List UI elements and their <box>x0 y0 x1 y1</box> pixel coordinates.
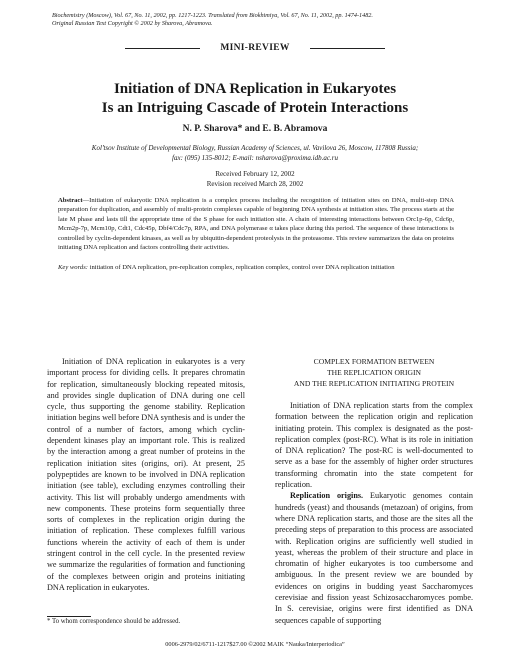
left-column <box>47 356 245 593</box>
keywords <box>58 263 454 272</box>
body-paragraph-1: Initiation of DNA replication starts from the complex formation between the replication origin and replication initiating protein. This complex is designated as the post-replication complex (post-RC). What is its role in initiation of DNA replication? The post-RC is well-documented to serve as a base for the assembly of higher order structures transforming chromatin into the state competent for replication. <box>275 401 473 490</box>
title-line-2: Is an Intriguing Cascade of Protein Interactions <box>101 100 409 116</box>
abstract-label: Abstract <box>58 197 83 204</box>
right-column <box>275 356 473 626</box>
section-rule-right <box>310 48 385 49</box>
dates <box>0 170 510 189</box>
paper-title <box>40 80 470 118</box>
section-heading-line-2: THE REPLICATION ORIGIN <box>326 368 422 377</box>
footnote: * To whom correspondence should be addressed. <box>47 618 181 625</box>
subsection-label: Replication origins. <box>290 491 364 501</box>
affiliation-line-2: fax: (095) 135-8012; E-mail: nsharova@proxima.idb.ac.ru <box>172 153 338 162</box>
footnote-rule <box>47 616 91 617</box>
section-heading-line-1: COMPLEX FORMATION BETWEEN <box>313 357 435 366</box>
title-line-1: Initiation of DNA Replication in Eukaryotes <box>113 81 397 97</box>
intro-paragraph: Initiation of DNA replication in eukaryotes is a very important process for dividing cells. It prepares chromatin for replication, simultaneously blocking repeated mitosis, and provides single duplication of DNA during one cell cycle, thus supporting the genome stability. Replication initiation begins well before DNA synthesis and is under the control of a number of factors, among which cyclin-dependent kinases play an important role. This is realized by the interaction among a great number of proteins in the replication initiation sites (origins, ori). At present, 25 polypeptides are known to be involved in DNA replication initiation (see table), excluding enzymes controlling their activity. This list will probably undergo amendments with new components. These proteins form sequentially three sorts of complexes in the replication origin during the initiation of replication. These complexes fulfill various functions wherein the activity of each of them is under stringent control in the cell cycle. In the presented review we summarize the regularities of formation and functioning of the complexes between origin and proteins initiating DNA replication in eukaryotes. <box>47 357 245 592</box>
keywords-text: initiation of DNA replication, pre-replication complex, replication complex, control over DNA replication initiation <box>87 264 395 271</box>
received-date: Received February 12, 2002 <box>215 170 295 178</box>
authors: N. P. Sharova* and E. B. Abramova <box>182 124 328 134</box>
journal-header <box>52 12 373 28</box>
revised-date: Revision received March 28, 2002 <box>206 179 304 188</box>
body-paragraph-2-text: Eukaryotic genomes contain hundreds (yeast) and thousands (metazoan) of origins, from where DNA replication starts, and those are the sites all the preceding steps of preparation to this process are associated with. Replication origins are sufficiently well studied in yeast, whereas the problem of their structure and place in chromatin of higher eukaryotes is too cumbersome and ambiguous. In the present review we are bounded by evidences on origins in budding yeast Saccharomyces cerevisiae and fission yeast Schizosaccharomyces pombe. In S. cerevisiae, origins were first identified as DNA sequences capable of supporting <box>275 491 473 625</box>
section-label: MINI-REVIEW <box>220 43 290 53</box>
affiliation-line-1: Kol’tsov Institute of Developmental Biology, Russian Academy of Sciences, ul. Vavilova 26, Moscow, 117808 Russia; <box>91 144 419 152</box>
section-heading-line-3: AND THE REPLICATION INITIATING PROTEIN <box>293 379 455 388</box>
abstract-text: —Initiation of eukaryotic DNA replication is a complex process including the recognition of initiation sites on DNA, multi-step DNA preparation for duplication, and assembly of multi-protein complexes capable of beginning DNA synthesis at initiation sites. The process starts at the late M phase and lasts till the appropriate time of the S phase for each initiation site. A chain of interesting interactions between Orc1p-6p, Cdc6p, Mcm2p-7p, Mcm10p, Cdt1, Cdc45p, Dbf4/Cdc7p, RPA, and DNA polymerase α takes place during this period. The sequence of these interactions is controlled by cyclin-dependent kinases, as well as by ubiquitin-dependent proteolysis in the proteasome. This review summarizes the data on proteins initiating DNA replication and factors controlling their activities. <box>58 197 454 252</box>
page-footer: 0006-2979/02/6711-1217$27.00 ©2002 MAIK “Nauka/Interperiodica” <box>165 641 345 648</box>
keywords-label: Key words: <box>58 264 88 271</box>
header-line-2: Original Russian Text Copyright © 2002 by Sharova, Abramova. <box>52 20 213 27</box>
header-line-1: Biochemistry (Moscow), Vol. 67, No. 11, 2002, pp. 1217-1223. Translated from Biokhimiya, Vol. 67, No. 11, 2002, pp. 1474-1482. <box>52 12 373 19</box>
affiliation <box>50 144 460 163</box>
abstract <box>58 196 454 252</box>
body-paragraph-2 <box>275 490 473 626</box>
section-heading <box>275 356 473 389</box>
